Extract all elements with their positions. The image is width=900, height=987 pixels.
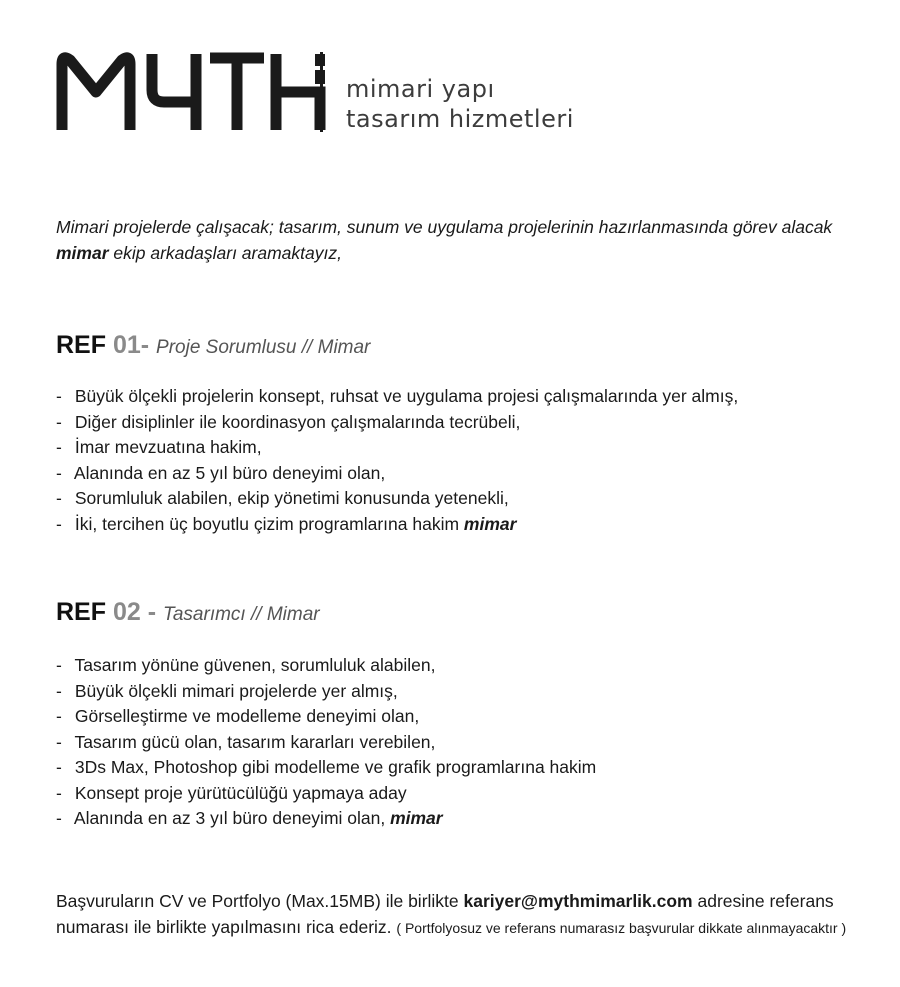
ref-01-heading: [56, 330, 370, 363]
intro-bold-word: mimar: [56, 243, 109, 263]
list-item: - Tasarım gücü olan, tasarım kararları verebilen,: [56, 731, 436, 752]
ref-number: 01-: [112, 331, 150, 359]
intro-paragraph: Mimari projelerde çalışacak; tasarım, sunum ve uygulama projelerinin hazırlanmasında görev alacak mimar ekip arkadaşları aramaktayız,: [56, 217, 833, 263]
list-item: - İmar mevzuatına hakim,: [56, 437, 262, 457]
footer-note: ( Portfolyosuz ve referans numarasız başvurular dikkate alınmayacaktır ): [396, 920, 847, 936]
list-item: - Diğer disiplinler ile koordinasyon çalışmalarında tecrübeli,: [56, 411, 521, 432]
list-item: - Büyük ölçekli projelerin konsept, ruhsat ve uygulama projesi çalışmalarında yer almış,: [56, 386, 739, 406]
list-item: - 3Ds Max, Photoshop gibi modelleme ve grafik programlarına hakim: [56, 757, 597, 777]
myth-logo-mark: [56, 50, 346, 140]
ref-label: REF: [56, 331, 106, 359]
list-item: - Alanında en az 3 yıl büro deneyimi olan, mimar: [56, 808, 443, 828]
logo-tagline: [346, 74, 574, 134]
ref-02-requirements: [56, 653, 596, 832]
tagline-line-2: tasarım hizmetleri: [346, 105, 574, 133]
ref-label: REF: [56, 598, 106, 626]
list-item: - Alanında en az 5 yıl büro deneyimi olan,: [56, 462, 386, 483]
application-instructions: Başvuruların CV ve Portfolyo (Max.15MB) ile birlikte kariyer@mythmimarlik.com adresine referans numarası ile birlikte yapılmasını rica ederiz. ( Portfolyosuz ve referans numarasız başvurular dikkate alınmayacaktır ): [56, 891, 847, 937]
logo-divider: [320, 52, 323, 132]
ref-number: 02 -: [112, 598, 157, 626]
list-item: - Görselleştirme ve modelleme deneyimi olan,: [56, 706, 420, 726]
tagline-line-1: mimari yapı: [346, 75, 495, 103]
list-item: - İki, tercihen üç boyutlu çizim programlarına hakim mimar: [56, 513, 517, 534]
list-item: - Sorumluluk alabilen, ekip yönetimi konusunda yetenekli,: [56, 488, 509, 508]
list-item: - Konsept proje yürütücülüğü yapmaya aday: [56, 782, 407, 803]
ref-02-heading: [56, 597, 320, 630]
ref-01-requirements: [56, 384, 738, 537]
contact-email[interactable]: kariyer@mythmimarlik.com: [463, 891, 693, 911]
list-item: - Büyük ölçekli mimari projelerde yer almış,: [56, 680, 398, 701]
ref-title: Proje Sorumlusu // Mimar: [156, 337, 371, 358]
ref-title: Tasarımcı // Mimar: [163, 604, 320, 625]
list-item: - Tasarım yönüne güvenen, sorumluluk alabilen,: [56, 655, 436, 675]
